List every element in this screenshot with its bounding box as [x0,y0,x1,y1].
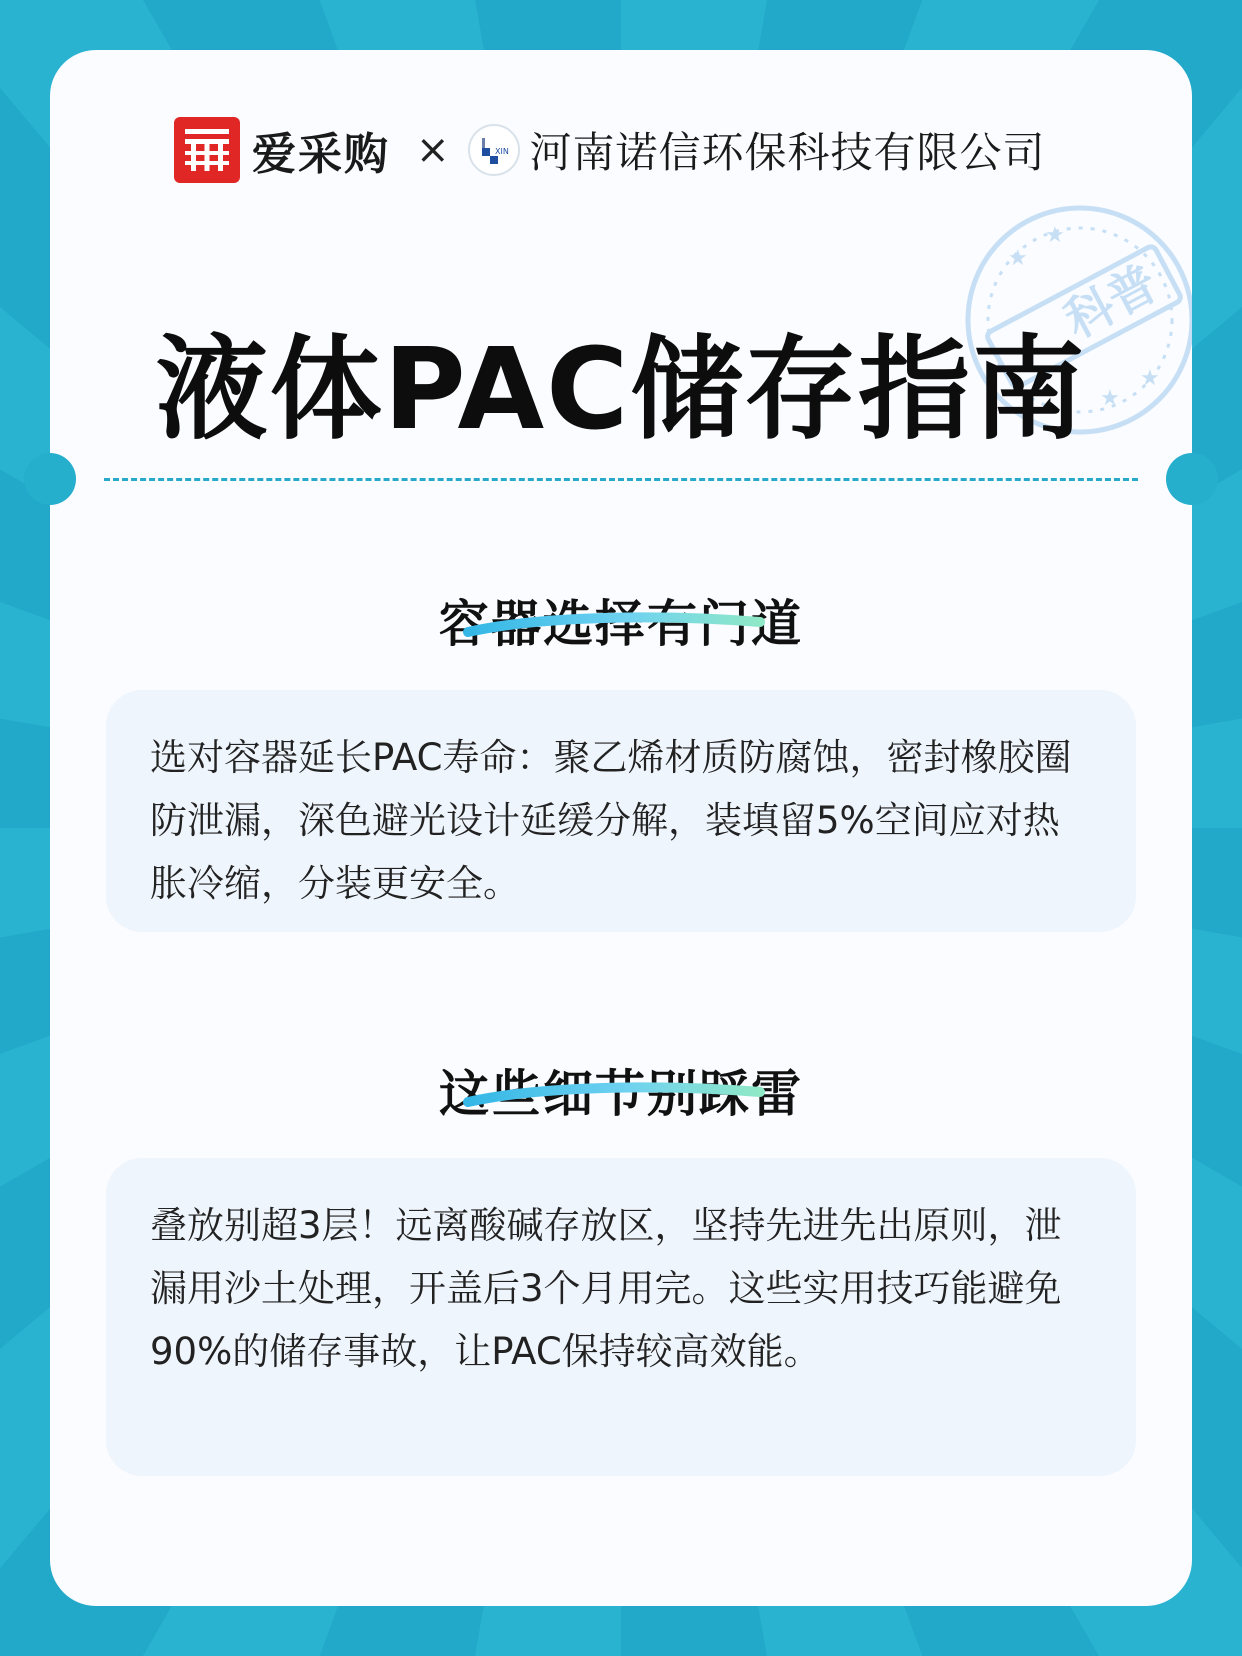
svg-text:★: ★ [1008,246,1028,271]
ticket-notch-right [1166,453,1218,505]
partner-company-name: 河南诺信环保科技有限公司 [529,128,1046,177]
partner-logo-icon [468,124,520,176]
section-heading-details: 这些细节别踩雷 [439,1065,803,1123]
page-title: 液体PAC储存指南 [155,325,1087,455]
svg-text:★: ★ [1140,366,1160,391]
section-body-text: 选对容器延长PAC寿命：聚乙烯材质防腐蚀，密封橡胶圈防泄漏，深色避光设计延缓分解，装填留5%空间应对热胀冷缩，分装更安全。 [150,736,1072,905]
aicaigou-logo-icon [174,117,240,183]
poster-card [50,50,1192,1606]
svg-text:★: ★ [1045,223,1065,248]
partner-logo-text: XIN [494,147,509,156]
header [174,118,1046,182]
dashed-divider [104,478,1138,481]
ticket-notch-left [24,453,76,505]
section-heading-container: 容器选择有门道 [439,595,803,653]
heading-underline-decoration [460,1080,780,1110]
heading-underline-decoration [460,610,780,640]
brand-name: 爱采购 [252,129,390,180]
collab-separator: × [416,127,450,173]
section-body-box [106,1158,1136,1476]
stamp-text: 科普 [1055,254,1167,350]
svg-text:★: ★ [1100,386,1120,411]
section-body-box [106,690,1136,932]
section-body-text: 叠放别超3层！远离酸碱存放区，坚持先进先出原则，泄漏用沙土处理，开盖后3个月用完。这些实用技巧能避免90%的储存事故，让PAC保持较高效能。 [150,1204,1062,1373]
